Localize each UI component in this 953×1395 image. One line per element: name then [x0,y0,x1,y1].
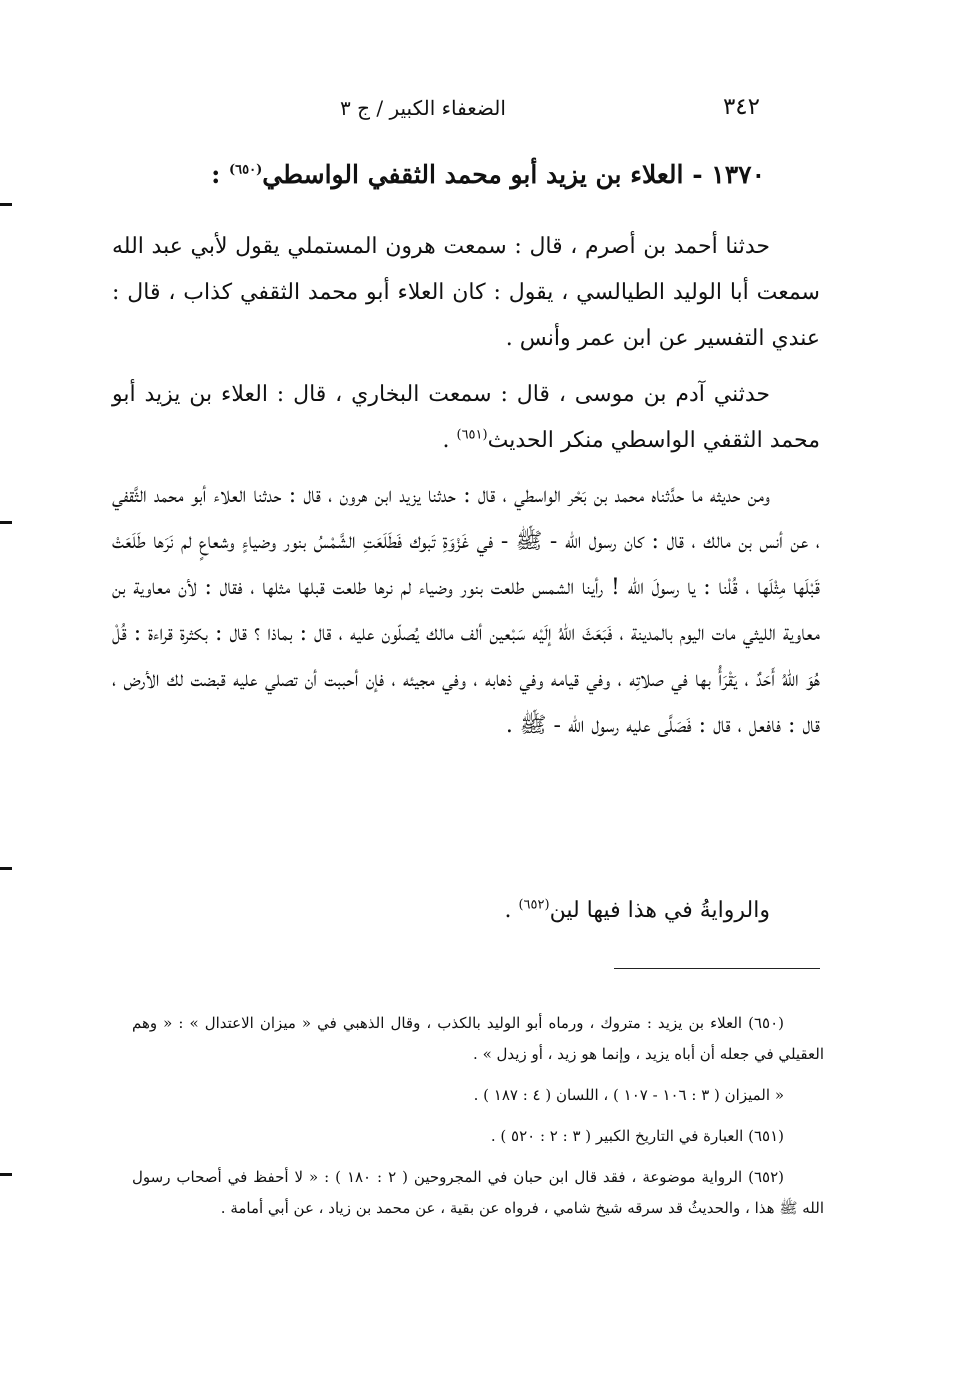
entry-title-text: ١٣٧٠ - العلاء بن يزيد أبو محمد الثقفي الواسطي [262,160,765,189]
paragraph-end: . [504,898,519,923]
paragraph-text [112,888,820,934]
footnotes [132,1008,824,1234]
page-number: ٣٤٢ [722,94,760,120]
margin-mark [0,521,12,524]
paragraph-2 [112,372,820,464]
entry-title [150,160,765,189]
paragraph-text [112,372,820,464]
footnote-650: (٦٥٠) العلاء بن يزيد : متروك ، ورماه أبو الوليد بالكذب ، وقال الذهبي في « ميزان الاعتدال » : « وهم العقيلي في جعله أن أباه يزيد ، وإنما هو زيد ، أو زيدل » . [132,1014,824,1063]
paragraph-body: حدثني آدم بن موسى ، قال : سمعت البخاري ، قال : العلاء بن يزيد أبو محمد الثقفي الواسطي منكر الحديث [112,382,820,453]
entry-title-end: : [211,160,230,189]
footnote-650-sources: « الميزان ( ٣ : ١٠٦ - ١٠٧ ) ، اللسان ( ٤ : ١٨٧ ) . [473,1086,784,1104]
paragraph-4 [112,888,820,934]
paragraph-3 [112,473,820,749]
margin-mark [0,1173,12,1176]
page-header [340,94,760,130]
footnote-652: (٦٥٢) الرواية موضوعة ، فقد قال ابن حبان في المجروحين ( ٢ : ١٨٠ ) : « لا أحفظ في أصحاب رسول الله ﷺ هذا ، والحديثُ قد سرقه شيخ شامي ، فرواه عن بقية ، عن محمد بن زياد ، عن أبي أمامة . [132,1168,824,1217]
margin-mark [0,867,12,870]
footnote-ref[interactable]: (٦٥٠) [229,162,263,178]
footnote-ref[interactable]: (٦٥١) [456,427,488,443]
paragraph-text: حدثنا أحمد بن أصرم ، قال : سمعت هرون المستملي يقول لأبي عبد الله سمعت أبا الوليد الطيالسي ، يقول : كان العلاء أبو محمد الثقفي كذاب ، قال : عندي التفسير عن ابن عمر وأنس . [112,234,820,351]
footnote-separator [614,968,820,969]
footnote-ref[interactable]: (٦٥٢) [518,897,550,913]
running-title: الضعفاء الكبير / ج ٣ [340,96,506,120]
footnote-651: (٦٥١) العبارة في التاريخ الكبير ( ٣ : ٢ : ٥٢٠ ) . [490,1127,784,1145]
margin-mark [0,203,12,206]
paragraph-body: والروايةُ في هذا فيها لين [549,898,770,923]
paragraph-1 [112,224,820,362]
paragraph-text: ومن حديثه ما حدَّثناه محمد بن بَحْر الواسطي ، قال : حدثنا يزيد ابن هرون ، قال : حدثنا العلاء أبو محمد الثَّقفي ، عن أنس بن مالك ، قال : كان رسول الله - ﷺ - في غَزْوَةِ تَبوك فَطَلَعَتِ الشَّمْسُ بنور وضياءٍ وشعاعٍ لم نَرَها طَلَعَتْ قَبْلَها مِثْلَها ، قُلْنا : يا رسولَ الله ! رأينا الشمس طلعت بنور وضياء لم نرها طلعت قبلها مثلها ، فقال : لأن معاوية بن معاوية الليثي مات اليوم بالمدينة ، فَبَعَثَ اللهُ إلَيْه سَبْعين ألف مالك يُصلّون عليه ، قال : بماذا ؟ قال : بكثرة قراءة : قُلْ هُوَ اللهُ أَحَدٌ ، يَقْرَأُ بها في صلاتِه ، وفي قيامه وفي ذهابه ، وفي مجيئه ، فإن أحببت أن تصلي عليه قبضت لك الأرض ، قال : فافعل ، قال : فَصَلَّى عليه رسول الله - ﷺ . [112,483,820,738]
paragraph-end: . [442,428,457,453]
